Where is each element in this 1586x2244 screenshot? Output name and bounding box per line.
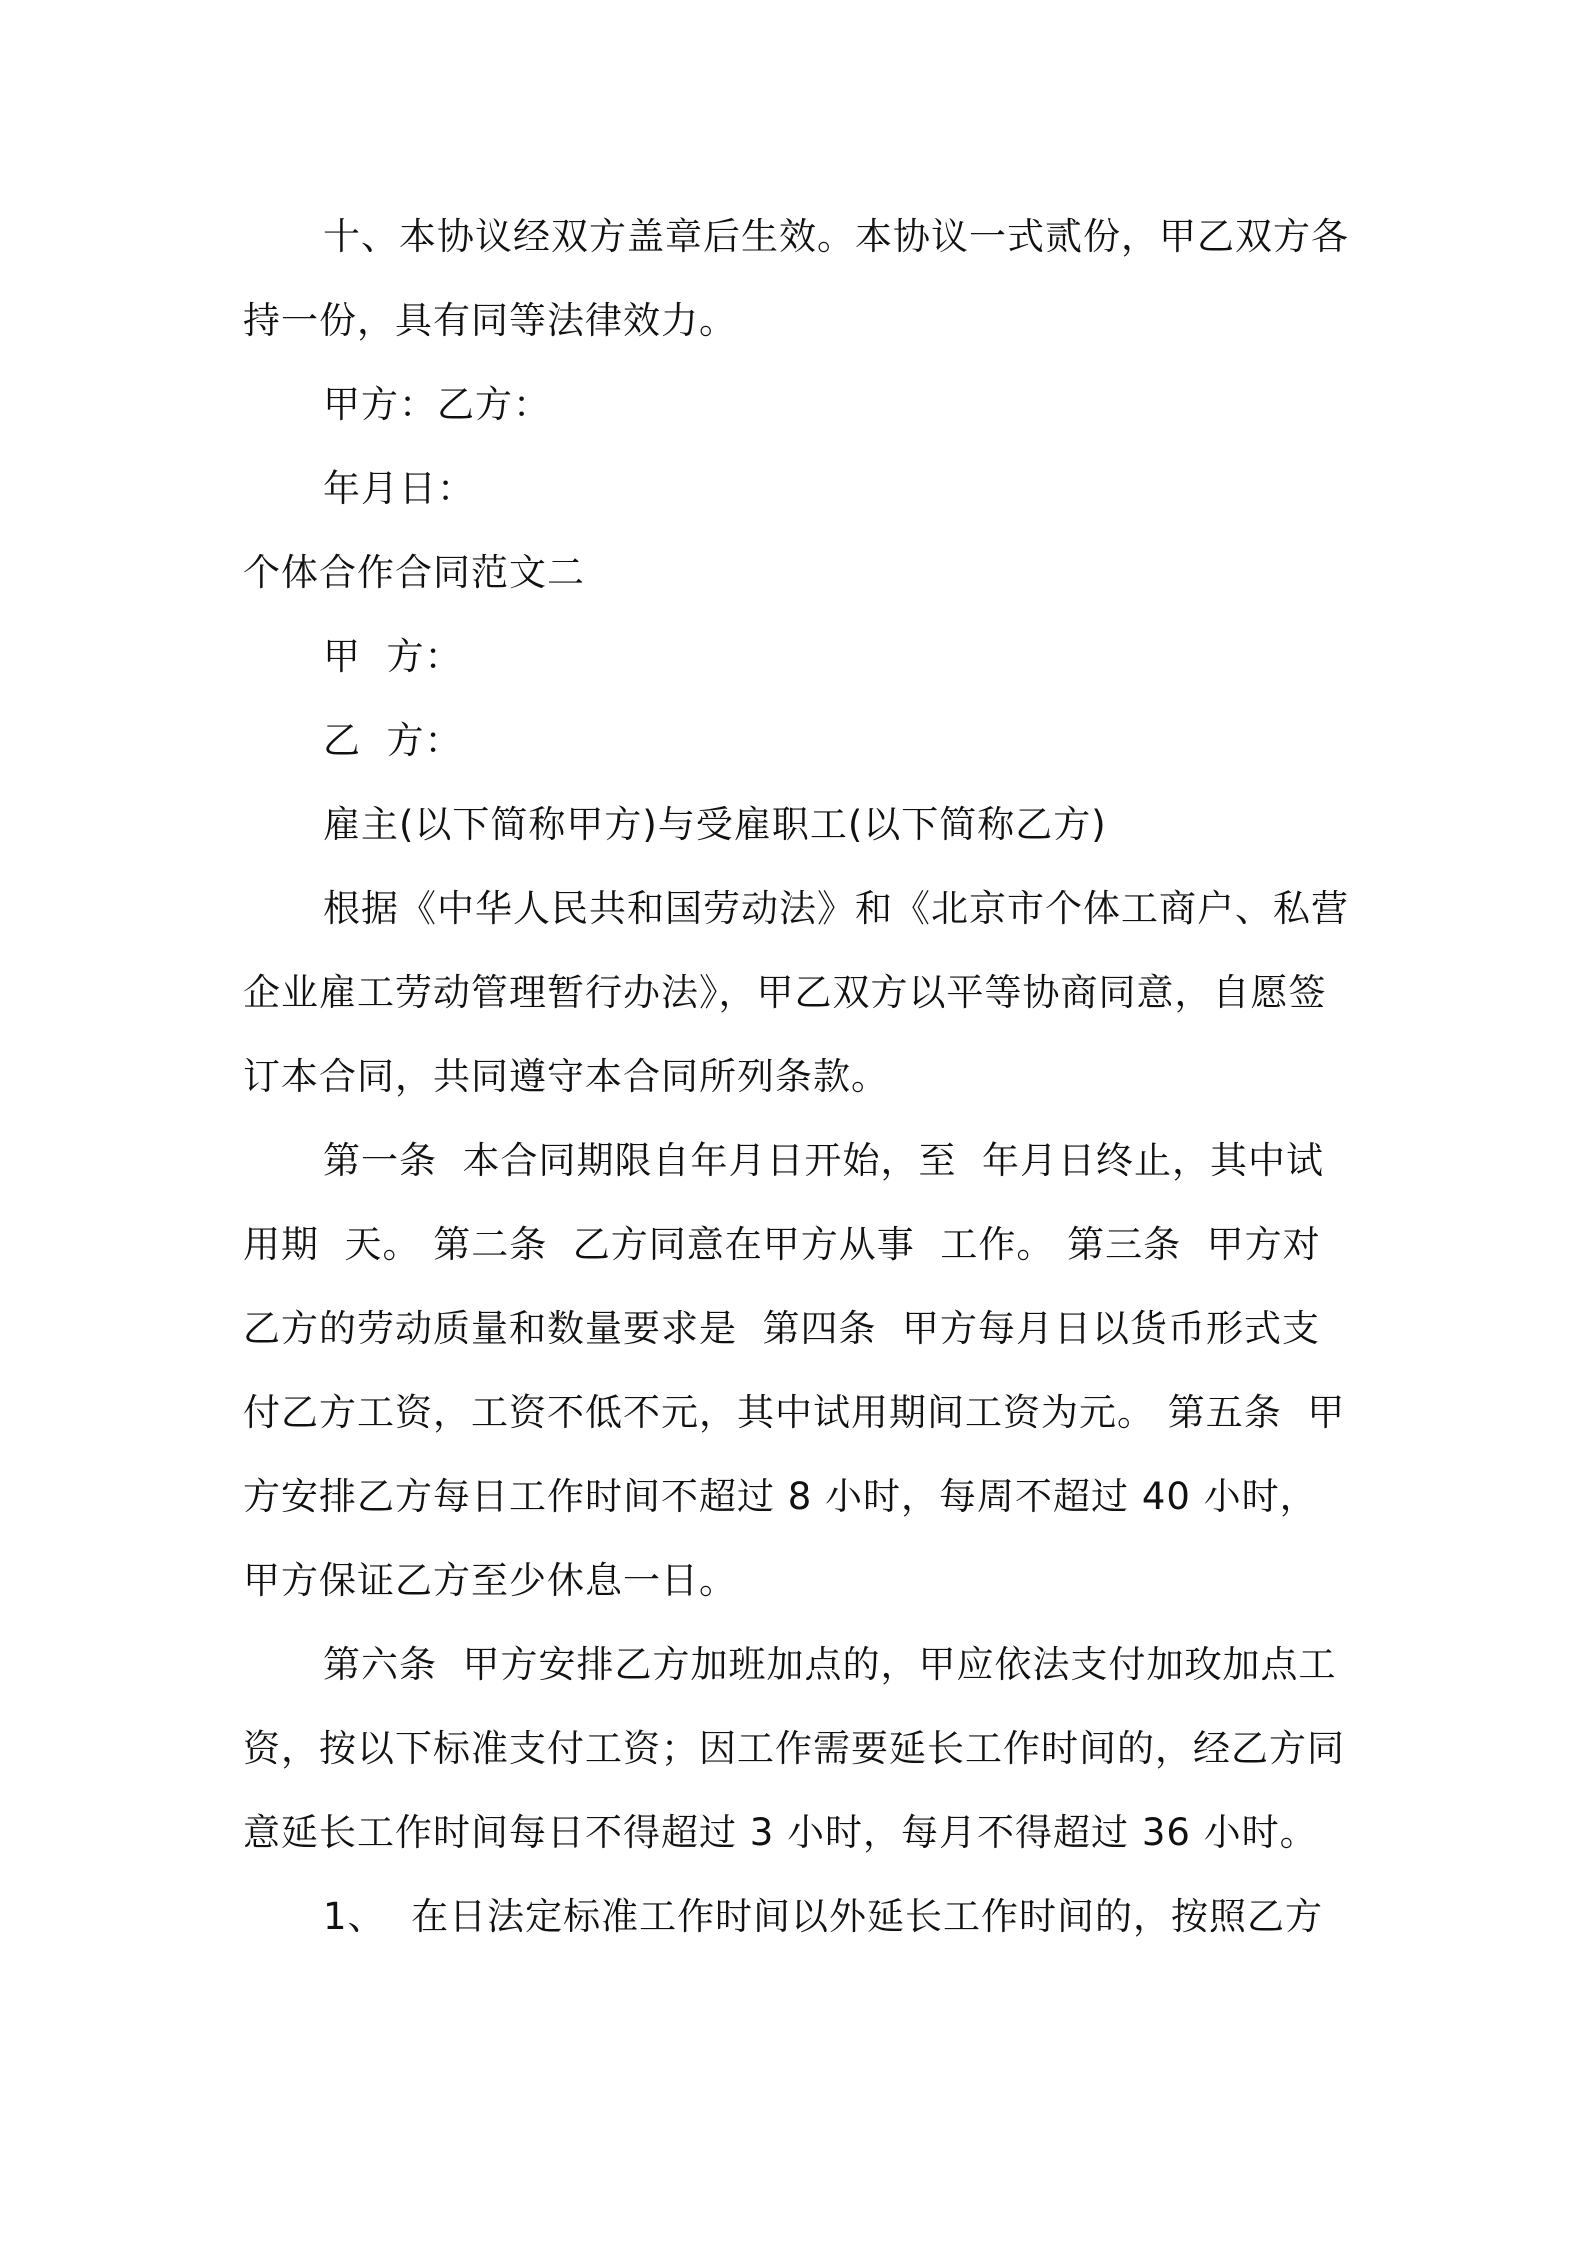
- preamble-paragraph: 根据《中华人民共和国劳动法》和《北京市个体工商户、私营企业雇工劳动管理暂行办法》，甲乙双方以平等协商同意，自愿签订本合同，共同遵守本合同所列条款。: [243, 887, 1349, 1098]
- party-signature-line: 甲方：乙方：: [323, 383, 551, 426]
- articles-one-to-five: 第一条 本合同期限自年月日开始，至 年月日终止，其中试用期 天。 第二条 乙方同意在甲方从事 工作。 第三条 甲方对乙方的劳动质量和数量要求是 第四条 甲方每月日以货币形式支付乙方工资，工资不低不元，其中试用期间工资为元。 第五条 甲方安排乙方每日工作时间不超过 8 小时，每周不超过 40 小时，甲方保证乙方至少休息一日。: [243, 1139, 1346, 1602]
- article-six: 第六条 甲方安排乙方加班加点的，甲应依法支付加玫加点工资，按以下标准支付工资；因工作需要延长工作时间的，经乙方同意延长工作时间每日不得超过 3 小时，每月不得超过 36 小时。: [243, 1643, 1345, 1854]
- party-a-line: 甲 方：: [323, 635, 463, 678]
- overtime-item-one: 1、 在日法定标准工作时间以外延长工作时间的，按照乙方: [323, 1895, 1324, 1938]
- clause-ten-paragraph: 十、本协议经双方盖章后生效。本协议一式贰份，甲乙双方各持一份，具有同等法律效力。: [243, 215, 1349, 342]
- party-b-line: 乙 方：: [323, 719, 463, 762]
- parties-definition: 雇主(以下简称甲方)与受雇职工(以下简称乙方): [323, 803, 1107, 846]
- contract-title: 个体合作合同范文二: [243, 551, 585, 594]
- date-line: 年月日：: [323, 467, 475, 510]
- document-page: [243, 195, 1355, 1959]
